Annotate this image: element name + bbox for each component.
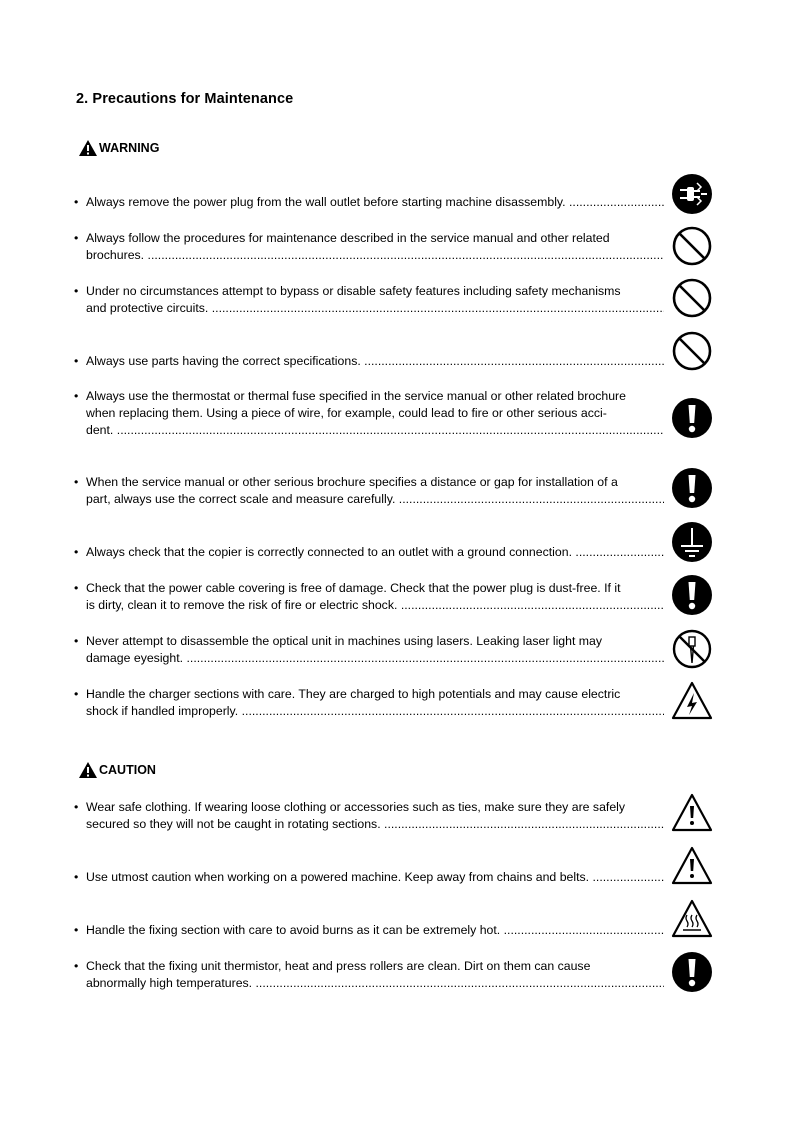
hot-surface-icon [671, 898, 713, 940]
mandatory-exclamation-icon [671, 467, 713, 509]
caution-triangle-small-icon [78, 761, 98, 779]
item-text-line: Never attempt to disassemble the optical unit in machines using lasers. Leaking laser light may [86, 634, 603, 648]
bullet: • [74, 870, 79, 884]
bullet: • [74, 581, 79, 595]
unplug-icon [671, 173, 713, 215]
warning-heading [78, 139, 159, 157]
item-text-line: Wear safe clothing. If wearing loose clothing or accessories such as ties, make sure they are safely [86, 800, 626, 814]
item-text-line: Handle the charger sections with care. They are charged to high potentials and may cause electric [86, 687, 621, 701]
prohibition-icon [671, 277, 713, 319]
item-text-line: shock if handled improperly. ..... [86, 703, 664, 720]
page-title: 2. Precautions for Maintenance [76, 91, 294, 107]
item-text-line: Under no circumstances attempt to bypass or disable safety features including safety mechanisms [86, 284, 621, 298]
item-text-line: Always follow the procedures for maintenance described in the service manual and other related [86, 231, 610, 245]
caution-item-1 [74, 799, 664, 833]
bullet: • [74, 545, 79, 559]
bullet: • [74, 284, 79, 298]
warning-item-8 [74, 580, 664, 614]
item-text-line: Check that the power cable covering is free of damage. Check that the power plug is dust-free. If it [86, 581, 621, 595]
bullet: • [74, 195, 79, 209]
prohibition-icon [671, 225, 713, 267]
bullet: • [74, 354, 79, 368]
bullet: • [74, 475, 79, 489]
item-text-line: is dirty, clean it to remove the risk of fire or electric shock. ..... [86, 597, 664, 614]
high-voltage-icon [671, 680, 713, 722]
caution-item-3 [74, 922, 664, 939]
caution-heading [78, 761, 156, 779]
warning-item-9 [74, 633, 664, 667]
item-text-line: damage eyesight. ..... [86, 650, 664, 667]
warning-item-6 [74, 474, 664, 508]
warning-item-5 [74, 388, 664, 439]
item-text-line: secured so they will not be caught in rotating sections. ..... [86, 816, 664, 833]
mandatory-exclamation-icon [671, 951, 713, 993]
warning-item-2 [74, 230, 664, 264]
warning-triangle-icon [78, 139, 98, 157]
caution-item-2 [74, 869, 664, 886]
warning-item-3 [74, 283, 664, 317]
warning-label: WARNING [99, 141, 160, 155]
prohibition-icon [671, 330, 713, 372]
item-text-line: Check that the fixing unit thermistor, heat and press rollers are clean. Dirt on them can cause [86, 959, 591, 973]
warning-item-7 [74, 544, 664, 561]
bullet: • [74, 923, 79, 937]
item-text-line: and protective circuits. ..... [86, 300, 664, 317]
mandatory-exclamation-icon [671, 397, 713, 439]
item-text-line: abnormally high temperatures. ..... [86, 975, 664, 992]
caution-item-4 [74, 958, 664, 992]
caution-triangle-icon [671, 792, 713, 834]
warning-item-1 [74, 194, 664, 211]
item-text-line: when replacing them. Using a piece of wire, for example, could lead to fire or other serious acci- [86, 406, 607, 420]
mandatory-exclamation-icon [671, 574, 713, 616]
no-disassembly-icon [671, 628, 713, 670]
bullet: • [74, 687, 79, 701]
bullet: • [74, 959, 79, 973]
item-text-line: Always use parts having the correct specifications. ..... [86, 353, 664, 370]
item-text-line: brochures. ..... [86, 247, 664, 264]
item-text-line: When the service manual or other serious brochure specifies a distance or gap for installation of a [86, 475, 618, 489]
ground-connection-icon [671, 521, 713, 563]
item-text-line: Always use the thermostat or thermal fuse specified in the service manual or other related brochure [86, 389, 626, 403]
item-text-line: Always remove the power plug from the wall outlet before starting machine disassembly. ..... [86, 194, 664, 211]
caution-triangle-icon [671, 845, 713, 887]
item-text-line: Use utmost caution when working on a powered machine. Keep away from chains and belts. ..... [86, 869, 664, 886]
item-text-line: dent. ..... [86, 422, 664, 439]
bullet: • [74, 389, 79, 403]
item-text-line: part, always use the correct scale and measure carefully. ..... [86, 491, 664, 508]
caution-label: CAUTION [99, 763, 156, 777]
warning-item-10 [74, 686, 664, 720]
bullet: • [74, 800, 79, 814]
bullet: • [74, 231, 79, 245]
bullet: • [74, 634, 79, 648]
warning-item-4 [74, 353, 664, 370]
item-text-line: Handle the fixing section with care to avoid burns as it can be extremely hot. ..... [86, 922, 664, 939]
item-text-line: Always check that the copier is correctly connected to an outlet with a ground connection. ..... [86, 544, 664, 561]
